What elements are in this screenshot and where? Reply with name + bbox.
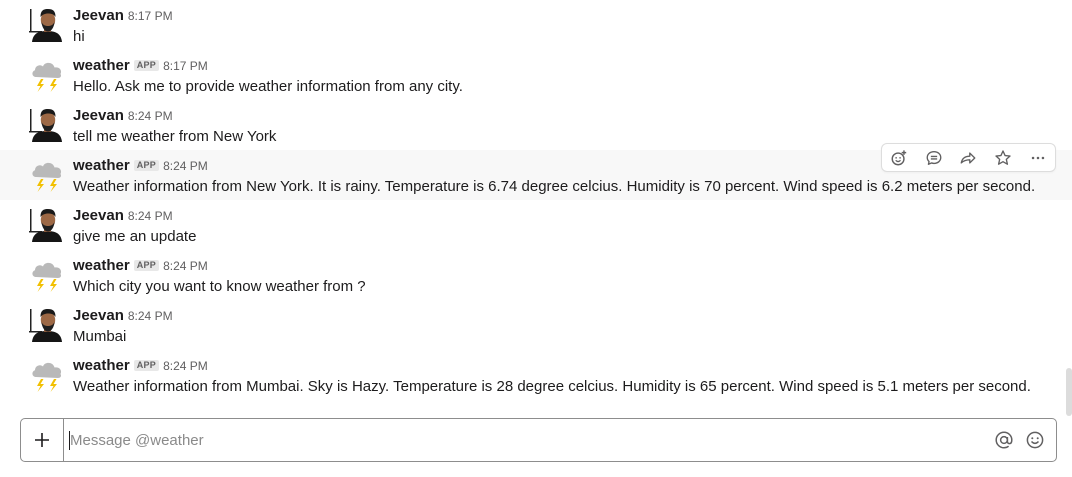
emoji-button[interactable] — [1024, 429, 1046, 451]
sender-name[interactable]: Jeevan — [73, 107, 124, 124]
message-item[interactable] — [0, 250, 1072, 300]
message-item[interactable] — [0, 0, 1072, 50]
add-reaction-button[interactable] — [882, 144, 917, 171]
message-text: hi — [73, 28, 85, 45]
sender-name[interactable]: Jeevan — [73, 7, 124, 24]
emoji-icon — [1025, 430, 1045, 450]
sender-name[interactable]: weather — [73, 357, 130, 374]
user-avatar[interactable] — [29, 206, 65, 242]
message-text: Weather information from New York. It is rainy. Temperature is 6.74 degree celcius. Humidity is 70 percent. Wind speed is 6.2 meters per second. — [73, 178, 1036, 195]
app-badge: APP — [134, 260, 159, 271]
cloud-lightning-icon — [29, 56, 65, 92]
message-text: Which city you want to know weather from ? — [73, 278, 366, 295]
message-text: Weather information from Mumbai. Sky is Hazy. Temperature is 28 degree celcius. Humidity is 65 percent. Wind speed is 5.1 meters per second. — [73, 378, 1031, 395]
message-header — [73, 6, 1052, 26]
message-header — [73, 206, 1052, 226]
cloud-lightning-icon — [29, 256, 65, 292]
mention-button[interactable] — [993, 429, 1015, 451]
message-timestamp[interactable]: 8:24 PM — [163, 259, 208, 273]
message-timestamp[interactable]: 8:24 PM — [163, 359, 208, 373]
sender-name[interactable]: weather — [73, 57, 130, 74]
message-text: give me an update — [73, 228, 197, 245]
message-header — [73, 306, 1052, 326]
message-timestamp[interactable]: 8:17 PM — [163, 59, 208, 73]
attach-button[interactable] — [21, 419, 64, 461]
message-content — [73, 206, 1052, 247]
message-timestamp[interactable]: 8:24 PM — [127, 109, 173, 123]
sender-name[interactable]: Jeevan — [73, 307, 124, 324]
message-content — [73, 106, 1052, 147]
message-timestamp[interactable]: 8:24 PM — [127, 209, 173, 223]
message-item[interactable] — [0, 50, 1072, 100]
message-item[interactable] — [0, 350, 1072, 400]
message-input[interactable] — [70, 419, 970, 461]
message-item[interactable] — [0, 300, 1072, 350]
message-content — [73, 56, 1052, 97]
more-actions-button[interactable] — [1020, 144, 1055, 171]
star-icon — [994, 149, 1012, 167]
message-content — [73, 306, 1052, 347]
message-composer — [20, 418, 1057, 462]
message-content — [73, 356, 1052, 397]
message-content — [73, 256, 1052, 297]
message-timestamp[interactable]: 8:24 PM — [163, 159, 208, 173]
user-avatar[interactable] — [29, 306, 65, 342]
message-item[interactable] — [0, 200, 1072, 250]
reply-in-thread-icon — [925, 149, 943, 167]
cloud-lightning-icon — [29, 356, 65, 392]
share-message-button[interactable] — [951, 144, 986, 171]
avatar-image — [29, 106, 65, 142]
app-badge: APP — [134, 60, 159, 71]
message-text: Mumbai — [73, 328, 127, 345]
message-timestamp[interactable]: 8:24 PM — [127, 309, 173, 323]
message-text: Hello. Ask me to provide weather information from any city. — [73, 78, 463, 95]
sender-name[interactable]: Jeevan — [73, 207, 124, 224]
weather-app-avatar[interactable] — [29, 156, 65, 192]
avatar-image — [29, 306, 65, 342]
message-timestamp[interactable]: 8:17 PM — [127, 9, 173, 23]
message-header — [73, 256, 1052, 276]
app-badge: APP — [134, 360, 159, 371]
plus-icon — [34, 432, 50, 448]
star-message-button[interactable] — [986, 144, 1021, 171]
message-actions-toolbar — [881, 143, 1056, 172]
avatar-image — [29, 206, 65, 242]
scrollbar[interactable] — [1066, 368, 1072, 416]
message-header — [73, 56, 1052, 76]
avatar-image — [29, 6, 65, 42]
message-header — [73, 106, 1052, 126]
user-avatar[interactable] — [29, 6, 65, 42]
reply-in-thread-button[interactable] — [917, 144, 952, 171]
message-content — [73, 6, 1052, 47]
sender-name[interactable]: weather — [73, 157, 130, 174]
app-badge: APP — [134, 160, 159, 171]
weather-app-avatar[interactable] — [29, 56, 65, 92]
add-reaction-icon — [890, 149, 908, 167]
message-text: tell me weather from New York — [73, 128, 277, 145]
sender-name[interactable]: weather — [73, 257, 130, 274]
cloud-lightning-icon — [29, 156, 65, 192]
more-actions-icon — [1029, 149, 1047, 167]
user-avatar[interactable] — [29, 106, 65, 142]
weather-app-avatar[interactable] — [29, 256, 65, 292]
at-sign-icon — [994, 430, 1014, 450]
share-message-icon — [959, 149, 977, 167]
message-header — [73, 356, 1052, 376]
weather-app-avatar[interactable] — [29, 356, 65, 392]
